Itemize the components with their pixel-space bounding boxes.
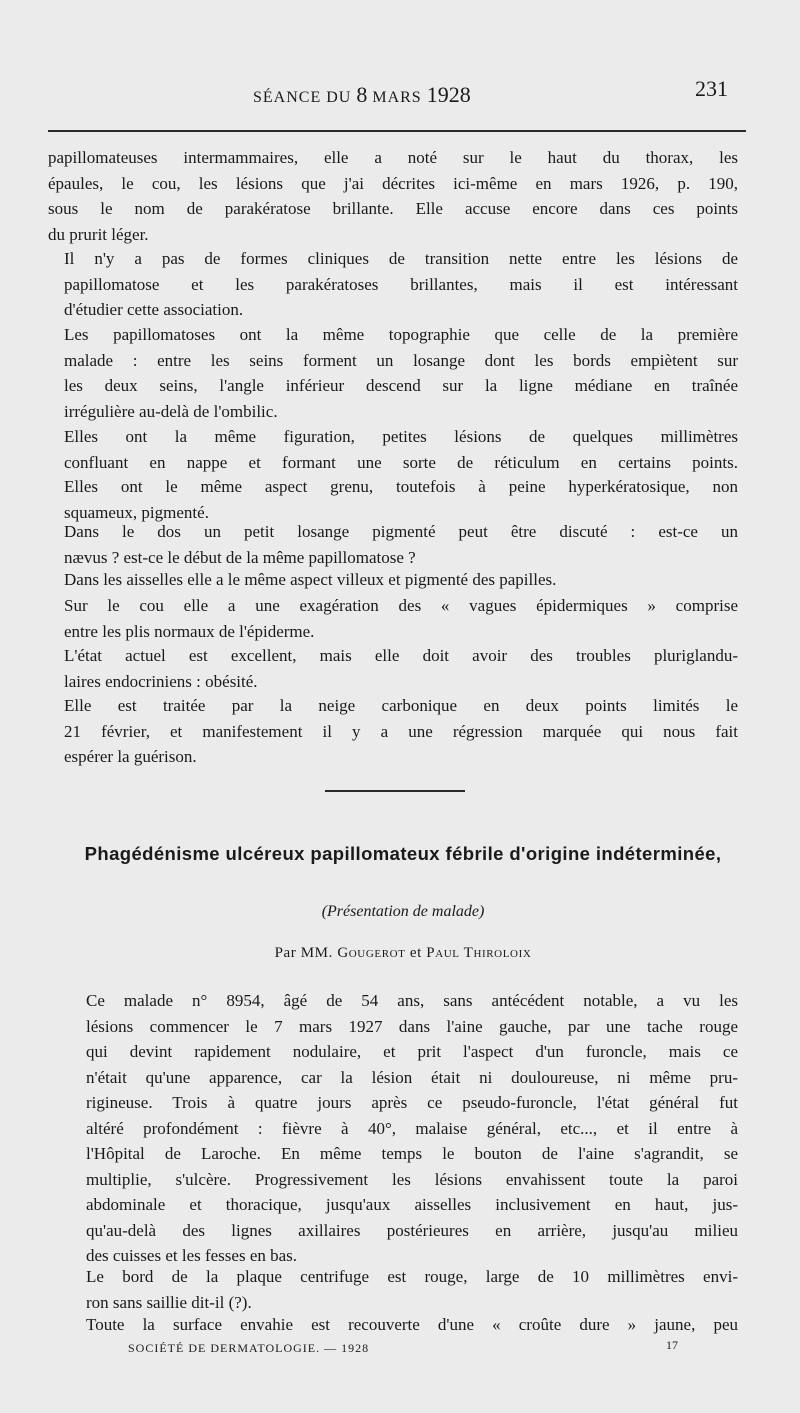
text-line: confluant en nappe et formant une sorte de réticulum en certains points. <box>64 452 738 472</box>
text-line: Les papillomatoses ont la même topographie que celle de la première <box>64 325 738 344</box>
signature-mark: 17 <box>666 1338 678 1352</box>
text-line: Elles ont le même aspect grenu, toutefois à peine hyperkératosique, non <box>64 477 738 496</box>
text-line: sous le nom de parakératose brillante. Elle accuse encore dans ces points <box>48 199 738 218</box>
author-name: Paul Thiroloix <box>426 945 532 961</box>
text-line: qui devint rapidement nodulaire, et prit l'aspect d'un furoncle, mais ce <box>86 1042 738 1061</box>
article-title: Phagédénisme ulcéreux papillomateux fébrile d'origine indéterminée, <box>84 843 722 864</box>
text-line: rigineuse. Trois à quatre jours après ce pseudo-furoncle, l'état général fut <box>86 1093 738 1112</box>
text-line: abdominale et thoracique, jusqu'aux aisselles inclusivement en haut, jus- <box>86 1195 738 1214</box>
text-line: n'était qu'une apparence, car la lésion était ni douloureuse, ni même pru- <box>86 1067 738 1087</box>
article-byline <box>48 945 758 962</box>
continuation-paragraph-2 <box>48 246 738 323</box>
continuation-paragraph-1 <box>48 145 738 247</box>
text-line: épaules, le cou, les lésions que j'ai décrites ici-même en mars 1926, p. 190, <box>48 173 738 193</box>
continuation-paragraph-10 <box>48 693 738 770</box>
text-line: qu'au-delà des lignes axillaires postérieures en arrière, jusqu'au milieu <box>86 1220 738 1240</box>
section-separator <box>325 790 465 792</box>
running-head <box>253 82 471 108</box>
article-subtitle: (Présentation de malade) <box>321 903 485 920</box>
author-name: Gougerot <box>337 945 406 961</box>
text-line: squameux, pigmenté. <box>64 502 209 522</box>
text-line: Le bord de la plaque centrifuge est rouge, large de 10 millimètres envi- <box>86 1267 738 1286</box>
text-line: les deux seins, l'angle inférieur descend sur la ligne médiane en traînée <box>64 376 738 395</box>
text-line: nævus ? est-ce le début de la même papillomatose ? <box>64 547 416 567</box>
continuation-paragraph-6 <box>48 519 738 570</box>
text-line: irrégulière au-delà de l'ombilic. <box>64 401 278 421</box>
text-line: espérer la guérison. <box>64 747 197 766</box>
text-line: Ce malade n° 8954, âgé de 54 ans, sans antécédent notable, a vu les <box>86 991 738 1010</box>
session-month: MARS <box>372 89 422 106</box>
text-line: Il n'y a pas de formes cliniques de transition nette entre les lésions de <box>64 249 738 268</box>
text-line: Dans les aisselles elle a le même aspect villeux et pigmenté des papilles. <box>64 570 557 589</box>
text-line: papillomatose et les parakératoses brillantes, mais il est intéressant <box>64 274 738 294</box>
continuation-paragraph-3 <box>48 322 738 424</box>
page-footer <box>48 1338 738 1360</box>
continuation-paragraph-9 <box>48 643 738 694</box>
text-line: ron sans saillie dit-il (?). <box>86 1292 252 1312</box>
text-line: Sur le cou elle a une exagération des « vagues épidermiques » comprise <box>64 596 738 615</box>
text-line: L'état actuel est excellent, mais elle doit avoir des troubles pluriglandu- <box>64 646 738 665</box>
text-line: du prurit léger. <box>48 224 149 244</box>
session-year: 1928 <box>426 82 471 107</box>
page-number: 231 <box>695 76 728 101</box>
byline-prefix: Par MM. <box>274 945 333 961</box>
continuation-paragraph-7 <box>48 567 738 593</box>
continuation-paragraph-8 <box>48 593 738 644</box>
text-line: altéré profondément : fièvre à 40°, malaise général, etc..., et il entre à <box>86 1118 738 1138</box>
session-day: 8 <box>356 82 368 107</box>
text-line: des cuisses et les fesses en bas. <box>86 1246 298 1265</box>
session-prefix: SÉANCE DU <box>253 89 352 106</box>
text-line: Toute la surface envahie est recouverte d'une « croûte dure » jaune, peu <box>86 1315 738 1334</box>
page-header <box>48 74 728 114</box>
text-line: d'étudier cette association. <box>64 300 244 319</box>
article-paragraph-2 <box>48 1264 738 1315</box>
byline-conjunction: et <box>409 945 422 961</box>
footer-society: SOCIÉTÉ DE DERMATOLOGIE. — 1928 <box>128 1341 370 1355</box>
text-line: laires endocriniens : obésité. <box>64 671 258 691</box>
article-paragraph-1 <box>48 988 738 1269</box>
text-line: Elles ont la même figuration, petites lésions de quelques millimètres <box>64 427 738 446</box>
header-rule <box>48 130 746 132</box>
text-line: entre les plis normaux de l'épiderme. <box>64 621 315 641</box>
text-line: Elle est traitée par la neige carbonique en deux points limités le <box>64 696 738 715</box>
continuation-paragraph-4 <box>48 424 738 475</box>
continuation-paragraph-5 <box>48 474 738 525</box>
text-line: Dans le dos un petit losange pigmenté peut être discuté : est-ce un <box>64 522 738 541</box>
article-paragraph-3 <box>48 1312 738 1338</box>
text-line: papillomateuses intermammaires, elle a noté sur le haut du thorax, les <box>48 148 738 167</box>
text-line: multiplie, s'ulcère. Progressivement les lésions envahissent toute la paroi <box>86 1169 738 1189</box>
text-line: lésions commencer le 7 mars 1927 dans l'aine gauche, par une tache rouge <box>86 1016 738 1036</box>
text-line: malade : entre les seins forment un losange dont les bords empiètent sur <box>64 350 738 370</box>
text-line: l'Hôpital de Laroche. En même temps le bouton de l'aine s'agrandit, se <box>86 1144 738 1163</box>
text-line: 21 février, et manifestement il y a une régression marquée qui nous fait <box>64 721 738 741</box>
